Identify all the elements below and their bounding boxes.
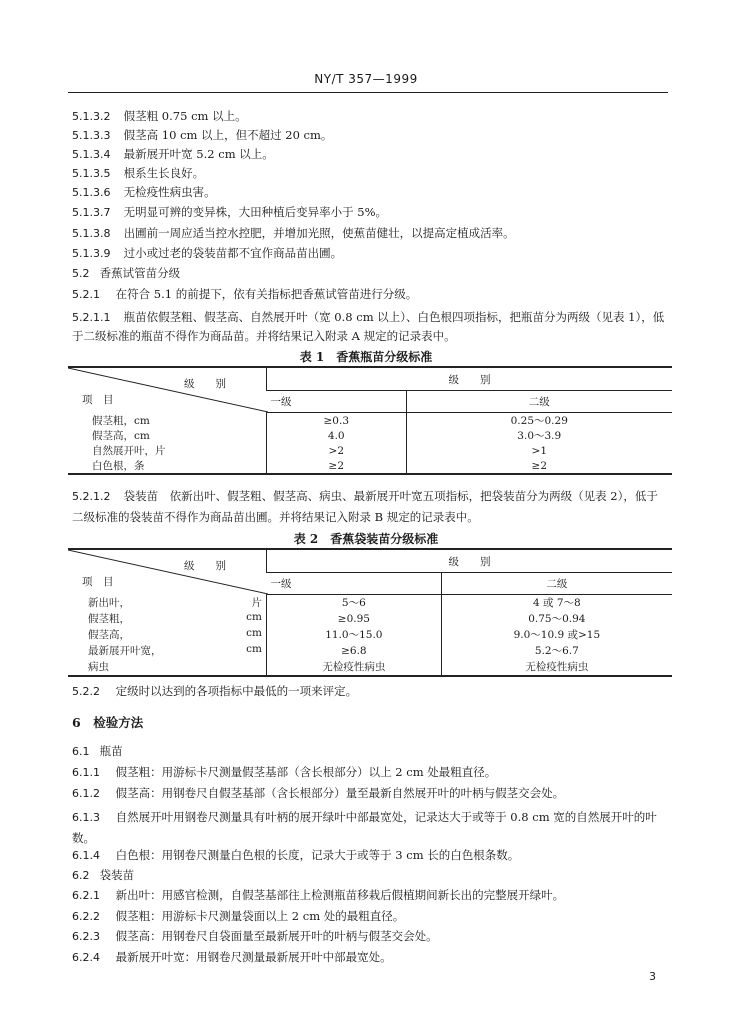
cell-item: 假茎高，cm bbox=[92, 430, 150, 442]
table-row bbox=[68, 428, 672, 443]
cell-item bbox=[68, 611, 267, 627]
cell-item bbox=[68, 659, 267, 676]
list-item bbox=[72, 205, 387, 220]
item-text: 定级时以达到的各项指标中最低的一项来评定。 bbox=[115, 684, 358, 698]
item-number: 6.2.4 bbox=[72, 951, 100, 964]
cell-grade1: >2 bbox=[267, 443, 407, 458]
item-number: 6.2.3 bbox=[72, 930, 100, 943]
item-number: 5.2.1.1 bbox=[72, 311, 111, 324]
item-text: 假茎高 10 cm 以上，但不超过 20 cm。 bbox=[123, 128, 333, 142]
list-item bbox=[72, 929, 438, 944]
paragraph-5-2-2 bbox=[72, 684, 357, 699]
cell-unit: cm bbox=[246, 611, 262, 623]
item-number: 5.1.3.5 bbox=[72, 167, 111, 180]
section-title: 瓶苗 bbox=[99, 744, 123, 758]
section-heading-6-1 bbox=[72, 744, 123, 759]
standard-number-header: NY/T 357—1999 bbox=[314, 72, 418, 86]
header-level-label: 级 别 bbox=[184, 378, 226, 390]
cell-unit: 片 bbox=[251, 597, 262, 609]
cell-grade2: >1 bbox=[406, 443, 672, 458]
section-number: 6 bbox=[72, 715, 81, 730]
header-grade-2: 二级 bbox=[441, 573, 672, 595]
section-heading-6 bbox=[72, 715, 143, 730]
cell-grade2: 4 或 7～8 bbox=[441, 595, 672, 611]
cell-grade1: 无检疫性病虫 bbox=[267, 659, 442, 676]
section-number: 5.2 bbox=[72, 267, 90, 280]
cell-item: 白色根，条 bbox=[68, 458, 267, 474]
header-level-label: 级 别 bbox=[184, 560, 226, 572]
cell-item-label: 假茎粗， bbox=[88, 613, 130, 625]
item-text: 在符合 5.1 的前提下，依有关指标把香蕉试管苗进行分级。 bbox=[115, 287, 418, 301]
cell-grade2: ≥2 bbox=[406, 458, 672, 474]
table-2-caption: 表 2 香蕉袋装苗分级标准 bbox=[293, 532, 439, 546]
list-item bbox=[72, 848, 519, 863]
section-title: 检验方法 bbox=[93, 715, 144, 730]
table-1-caption: 表 1 香蕉瓶苗分级标准 bbox=[299, 350, 433, 364]
item-number: 5.2.1 bbox=[72, 288, 100, 301]
item-text: 瓶苗依假茎粗、假茎高、自然展开叶（宽 0.8 cm 以上）、白色根四项指标，把瓶苗分为两级（见表 1），低于二级标准的瓶苗不得作为商品苗。并将结果记入附录 A 规定的记录表中。 bbox=[72, 310, 665, 343]
header-item-label: 项 目 bbox=[82, 393, 114, 406]
cell-grade1: 5～6 bbox=[267, 595, 442, 611]
table-2 bbox=[68, 548, 672, 677]
item-text: 假茎高：用钢卷尺自袋面量至最新展开叶的叶柄与假茎交会处。 bbox=[115, 929, 438, 943]
list-item bbox=[72, 185, 216, 200]
cell-item-label: 病虫 bbox=[88, 661, 109, 673]
list-item bbox=[72, 807, 668, 848]
item-text: 假茎粗：用游标卡尺测量假茎基部（含长根部分）以上 2 cm 处最粗直径。 bbox=[115, 765, 497, 779]
table-row bbox=[68, 443, 672, 458]
table-row bbox=[68, 611, 672, 627]
header-grade: 级 别 bbox=[267, 367, 673, 391]
table-header-item bbox=[68, 549, 267, 595]
list-item bbox=[72, 166, 204, 181]
cell-grade2: 9.0～10.9 或>15 bbox=[441, 627, 672, 643]
table-row bbox=[68, 643, 672, 659]
item-number: 5.1.3.3 bbox=[72, 129, 111, 142]
list-item bbox=[72, 246, 342, 261]
list-item bbox=[72, 765, 496, 780]
item-number: 6.1.1 bbox=[72, 766, 100, 779]
cell-grade2: 无检疫性病虫 bbox=[441, 659, 672, 676]
header-grade-1: 一级 bbox=[267, 573, 442, 595]
item-text: 假茎粗：用游标卡尺测量袋面以上 2 cm 处的最粗直径。 bbox=[115, 909, 405, 923]
cell-grade2: 3.0～3.9 bbox=[406, 428, 672, 443]
section-number: 6.2 bbox=[72, 869, 90, 882]
cell-item-label: 最新展开叶宽， bbox=[88, 645, 162, 657]
cell-item-label: 假茎高， bbox=[88, 629, 130, 641]
cell-grade2: 0.25～0.29 bbox=[406, 413, 672, 429]
section-title: 香蕉试管苗分级 bbox=[99, 266, 181, 280]
item-number: 5.1.3.6 bbox=[72, 186, 111, 199]
cell-item: 假茎粗，cm bbox=[92, 414, 150, 427]
cell-item bbox=[68, 643, 267, 659]
section-title: 袋装苗 bbox=[99, 868, 135, 882]
item-text: 过小或过老的袋装苗都不宜作商品苗出圃。 bbox=[123, 246, 343, 260]
list-item bbox=[72, 909, 404, 924]
item-number: 6.1.2 bbox=[72, 787, 100, 800]
list-item bbox=[72, 786, 564, 801]
table-row bbox=[68, 627, 672, 643]
cell-unit: cm bbox=[246, 643, 262, 655]
table-header-item bbox=[68, 367, 267, 413]
header-grade-2: 二级 bbox=[406, 391, 672, 413]
item-number: 5.2.2 bbox=[72, 685, 100, 698]
item-number: 5.1.3.2 bbox=[72, 110, 111, 123]
section-heading-5-2 bbox=[72, 266, 180, 281]
item-number: 5.1.3.9 bbox=[72, 247, 111, 260]
cell-grade1: ≥2 bbox=[267, 458, 407, 474]
table-row bbox=[68, 413, 672, 429]
section-number: 6.1 bbox=[72, 745, 90, 758]
cell-unit: cm bbox=[246, 627, 262, 639]
item-number: 6.2.2 bbox=[72, 910, 100, 923]
list-item bbox=[72, 888, 564, 903]
cell-grade1: ≥0.95 bbox=[267, 611, 442, 627]
cell-grade1: ≥0.3 bbox=[267, 413, 407, 429]
item-number: 6.1.4 bbox=[72, 849, 100, 862]
item-text: 根系生长良好。 bbox=[123, 166, 205, 180]
item-text: 无明显可辨的变异株，大田种植后变异率小于 5%。 bbox=[123, 205, 388, 219]
item-number: 5.1.3.4 bbox=[72, 148, 111, 161]
header-grade: 级 别 bbox=[267, 549, 673, 573]
item-text: 最新展开叶宽：用钢卷尺测量最新展开叶中部最宽处。 bbox=[115, 950, 392, 964]
list-item bbox=[72, 109, 247, 124]
item-text: 无检疫性病虫害。 bbox=[123, 185, 216, 199]
cell-grade1: ≥6.8 bbox=[267, 643, 442, 659]
header-rule bbox=[68, 92, 668, 93]
cell-grade2: 0.75～0.94 bbox=[441, 611, 672, 627]
cell-grade2: 5.2～6.7 bbox=[441, 643, 672, 659]
header-grade-1: 一级 bbox=[267, 391, 407, 413]
cell-item bbox=[68, 595, 267, 611]
section-heading-6-2 bbox=[72, 868, 134, 883]
cell-item: 自然展开叶，片 bbox=[92, 445, 166, 457]
list-item bbox=[72, 950, 392, 965]
item-text: 白色根：用钢卷尺测量白色根的长度，记录大于或等于 3 cm 长的白色根条数。 bbox=[115, 848, 520, 862]
page-number: 3 bbox=[649, 970, 656, 983]
item-text: 假茎粗 0.75 cm 以上。 bbox=[123, 109, 247, 123]
list-item bbox=[72, 128, 332, 143]
item-number: 5.2.1.2 bbox=[72, 490, 111, 503]
item-text: 假茎高：用钢卷尺自假茎基部（含长根部分）量至最新自然展开叶的叶柄与假茎交会处。 bbox=[115, 786, 565, 800]
table-row bbox=[68, 659, 672, 676]
list-item bbox=[72, 147, 274, 162]
item-number: 6.2.1 bbox=[72, 889, 100, 902]
table-row bbox=[68, 458, 672, 474]
header-item-label: 项 目 bbox=[82, 575, 114, 588]
item-text: 袋装苗 依新出叶、假茎粗、假茎高、病虫、最新展开叶宽五项指标，把袋装苗分为两级（见表 2），低于二级标准的袋装苗不得作为商品苗出圃。并将结果记入附录 B 规定的记录表中。 bbox=[72, 489, 658, 524]
item-number: 6.1.3 bbox=[72, 811, 100, 824]
cell-item bbox=[68, 627, 267, 643]
item-text: 出圃前一周应适当控水控肥，并增加光照，使蕉苗健壮，以提高定植成活率。 bbox=[123, 226, 515, 240]
cell-item-label: 新出叶， bbox=[88, 597, 130, 609]
item-text: 最新展开叶宽 5.2 cm 以上。 bbox=[123, 147, 274, 161]
item-number: 5.1.3.7 bbox=[72, 206, 111, 219]
paragraph-5-2-1-2 bbox=[72, 486, 668, 527]
paragraph-5-2-1 bbox=[72, 287, 417, 302]
cell-grade1: 4.0 bbox=[267, 428, 407, 443]
cell-grade1: 11.0～15.0 bbox=[267, 627, 442, 643]
list-item bbox=[72, 226, 515, 241]
paragraph-5-2-1-1 bbox=[72, 308, 668, 345]
table-row bbox=[68, 595, 672, 611]
table-1 bbox=[68, 366, 672, 475]
item-number: 5.1.3.8 bbox=[72, 227, 111, 240]
item-text: 自然展开叶用钢卷尺测量具有叶柄的展开绿叶中部最宽处，记录达大于或等于 0.8 cm 宽的自然展开叶的叶数。 bbox=[72, 810, 657, 845]
item-text: 新出叶：用感官检测，自假茎基部往上检测瓶苗移栽后假植期间新长出的完整展开绿叶。 bbox=[115, 888, 565, 902]
